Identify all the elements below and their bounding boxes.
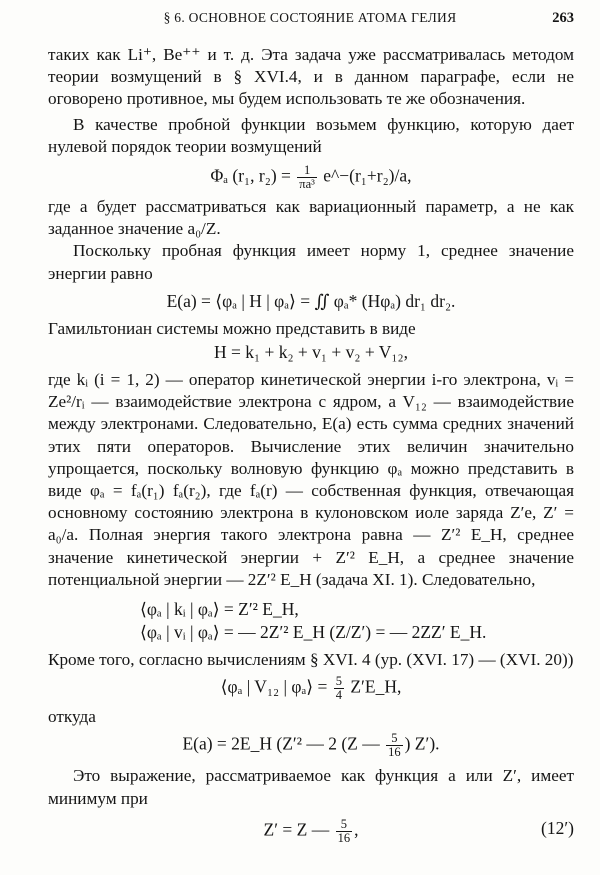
equation-minimum <box>48 818 574 845</box>
paragraph-3: где a будет рассматриваться как вариационный параметр, а не как заданное значение a₀/Z. <box>48 197 574 239</box>
running-header <box>0 6 600 32</box>
page-body <box>48 44 574 845</box>
eq1-rhs: e^−(r₁+r₂)/a, <box>318 165 412 186</box>
eq1-fraction <box>297 164 317 191</box>
paragraph-8: откуда <box>48 707 96 727</box>
paragraph-6: где kᵢ (i = 1, 2) — оператор кинетической энергии i-го электрона, vᵢ = Ze²/rᵢ — взаимодействие электрона с ядром, a V₁₂ — взаимодействие между электронами. Следовательно, E(a) есть сумма средних значений этих пяти операторов. Вычисление этих величин значительно упрощается, поскольку волновую функцию φₐ можно представить в виде φₐ = fₐ(r₁) fₐ(r₂), где fₐ(r) — собственная функция, отвечающая основному состоянию электрона в кулоновском иоле заряда Z′e, Z′ = a₀/a. Полная энергия такого электрона равна — Z′² E_H, среднее значение кинетической энергии + Z′² E_H, а среднее значение потенциальной энергии — 2Z′² E_H (задача XI. 1). Следовательно, <box>48 370 574 589</box>
eq6-fraction <box>334 675 344 702</box>
equation-trial-function <box>48 164 574 191</box>
eq1-numerator: 1 <box>297 164 317 178</box>
paragraph-2: В качестве пробной функции возьмем функцию, которую дает нулевой порядок теории возмущений <box>48 114 574 156</box>
paragraph-1: таких как Li⁺, Be⁺⁺ и т. д. Эта задача уже рассматривалась методом теории возмущений в § XVI.4, и в данном параграфе, если не оговорено противное, мы будем использовать те же обозначения. <box>48 45 574 109</box>
equation-energy-result <box>48 732 574 759</box>
eq8-rhs: , <box>354 819 359 840</box>
eq6-denominator: 4 <box>335 688 342 703</box>
equation-hamiltonian: H = k₁ + k₂ + v₁ + v₂ + V₁₂, <box>213 342 409 363</box>
eq7-rhs: ) Z′). <box>404 733 440 754</box>
running-title: § 6. ОСНОВНОЕ СОСТОЯНИЕ АТОМА ГЕЛИЯ <box>163 10 457 25</box>
eq6-lhs: ⟨φₐ | V₁₂ | φₐ⟩ = <box>220 676 332 697</box>
eq8-numerator: 5 <box>336 818 353 832</box>
eq7-numerator: 5 <box>386 732 403 746</box>
paragraph-9: Это выражение, рассматриваемое как функция a или Z′, имеет минимум при <box>48 766 574 808</box>
eq8-lhs: Z′ = Z — <box>263 819 334 840</box>
equation-interaction <box>48 675 574 702</box>
paragraph-4: Поскольку пробная функция имеет норму 1, среднее значение энергии равно <box>48 241 574 283</box>
eq8-denominator: 16 <box>337 830 351 845</box>
eq7-lhs: E(a) = 2E_H (Z′² — 2 (Z — <box>182 733 385 754</box>
equation-potential: ⟨φₐ | vᵢ | φₐ⟩ = — 2Z′² E_H (Z/Z′) = — 2ZZ′ E_H. <box>140 622 487 643</box>
equation-energy-mean: E(a) = ⟨φₐ | H | φₐ⟩ = ∬ φₐ* (Hφₐ) dr₁ dr₂. <box>166 290 456 311</box>
eq8-fraction <box>336 818 353 845</box>
equation-kinetic: ⟨φₐ | kᵢ | φₐ⟩ = Z′² E_H, <box>140 599 299 620</box>
eq7-fraction <box>386 732 403 759</box>
eq7-denominator: 16 <box>388 745 401 760</box>
paragraph-7: Кроме того, согласно вычислениям § XVI. 4 (ур. (XVI. 17) — (XVI. 20)) <box>48 650 574 670</box>
eq1-denominator: πa³ <box>299 177 315 192</box>
eq6-numerator: 5 <box>335 674 342 689</box>
eq1-lhs: Φₐ (r₁, r₂) = <box>210 165 296 186</box>
eq6-rhs: Z′E_H, <box>345 676 402 697</box>
page-number: 263 <box>552 10 574 26</box>
paragraph-5: Гамильтониан системы можно представить в виде <box>48 318 416 338</box>
equation-number: (12′) <box>541 817 574 838</box>
